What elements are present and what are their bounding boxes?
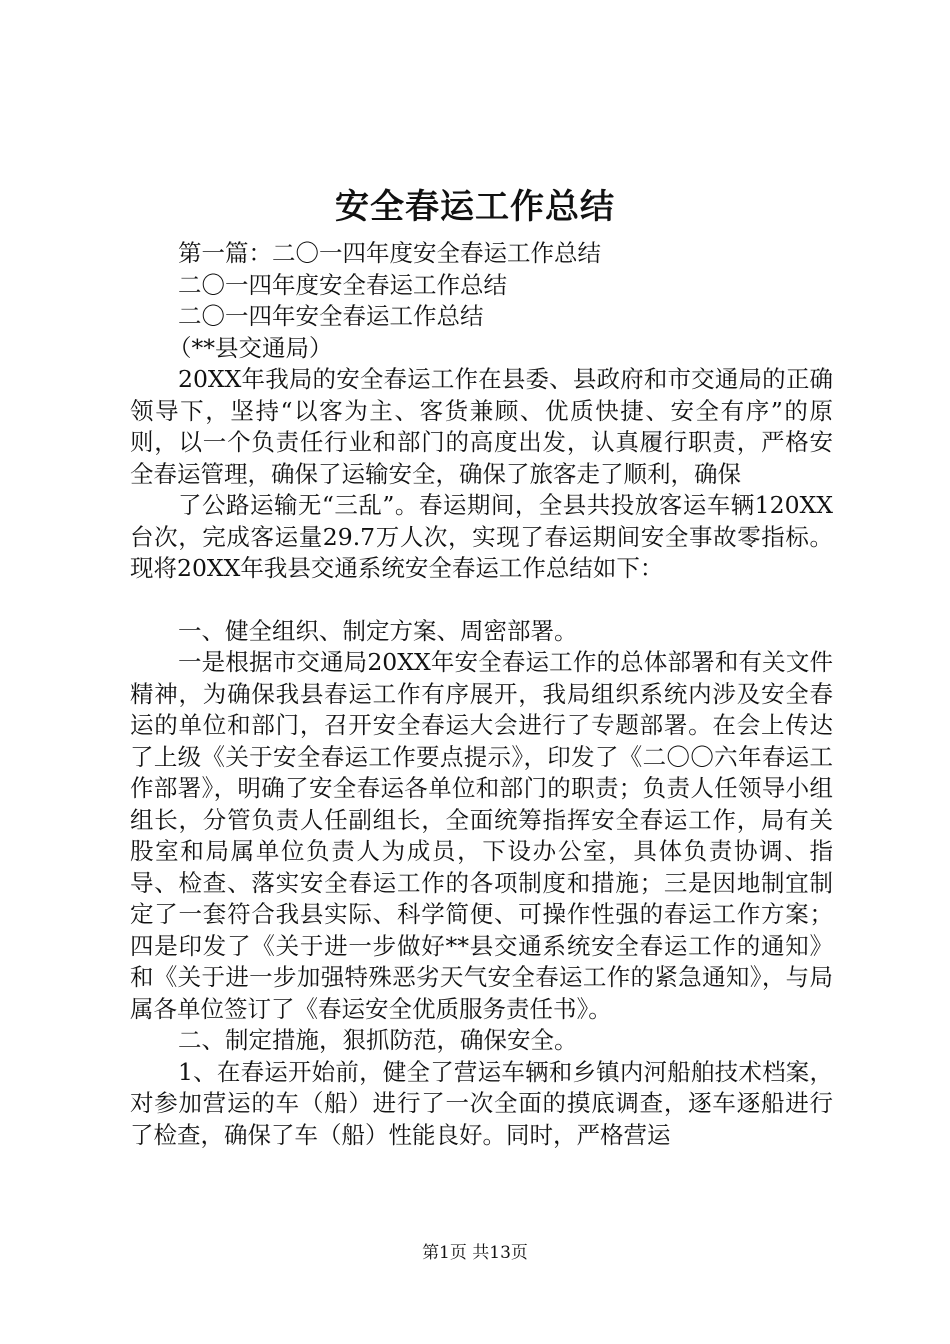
subtitle-line: 第一篇：二〇一四年度安全春运工作总结 bbox=[178, 239, 601, 267]
paragraph-spacer bbox=[130, 585, 833, 616]
section-heading: 一、健全组织、制定方案、周密部署。 bbox=[178, 616, 578, 645]
page-number-footer: 第1页 共13页 bbox=[422, 1243, 528, 1263]
body-paragraph: 20XX年我局的安全春运工作在县委、县政府和市交通局的正确领导下，坚持“以客为主、客货兼顾、优质快捷、安全有序”的原则，以一个负责任行业和部门的高度出发，认真履行职责，严格安全春运管理，确保了运输安全，确保了旅客走了顺利，确保 bbox=[130, 365, 833, 488]
author-line: （**县交通局） bbox=[168, 333, 333, 362]
subtitle-line: 二〇一四年度安全春运工作总结 bbox=[178, 270, 507, 299]
body-paragraph: 1、在春运开始前，健全了营运车辆和乡镇内河船舶技术档案，对参加营运的车（船）进行了一次全面的摸底调查，逐车逐船进行了检查，确保了车（船）性能良好。同时，严格营运 bbox=[130, 1057, 833, 1149]
body-paragraph: 一是根据市交通局20XX年安全春运工作的总体部署和有关文件精神，为确保我县春运工作有序展开，我局组织系统内涉及安全春运的单位和部门，召开安全春运大会进行了专题部署。在会上传达了上级《关于安全春运工作要点提示》，印发了《二〇〇六年春运工作部署》，明确了安全春运各单位和部门的职责；负责人任领导小组组长，分管负责人任副组长，全面统筹指挥安全春运工作，局有关股室和局属单位负责人为成员，下设办公室，具体负责协调、指导、检查、落实安全春运工作的各项制度和措施；三是因地制宜制定了一套符合我县实际、科学简便、可操作性强的春运工作方案；四是印发了《关于进一步做好**县交通系统安全春运工作的通知》和《关于进一步加强特殊恶劣天气安全春运工作的紧急通知》，与局属各单位签订了《春运安全优质服务责任书》。 bbox=[130, 648, 833, 1023]
subtitle-line: 二〇一四年安全春运工作总结 bbox=[178, 302, 484, 330]
document-title: 安全春运工作总结 bbox=[335, 187, 615, 227]
document-body bbox=[130, 238, 833, 1151]
body-paragraph: 了公路运输无“三乱”。春运期间，全县共投放客运车辆120XX台次，完成客运量29.7万人次，实现了春运期间安全事故零指标。现将20XX年我县交通系统安全春运工作总结如下： bbox=[130, 491, 833, 582]
section-heading: 二、制定措施，狠抓防范，确保安全。 bbox=[178, 1026, 578, 1054]
